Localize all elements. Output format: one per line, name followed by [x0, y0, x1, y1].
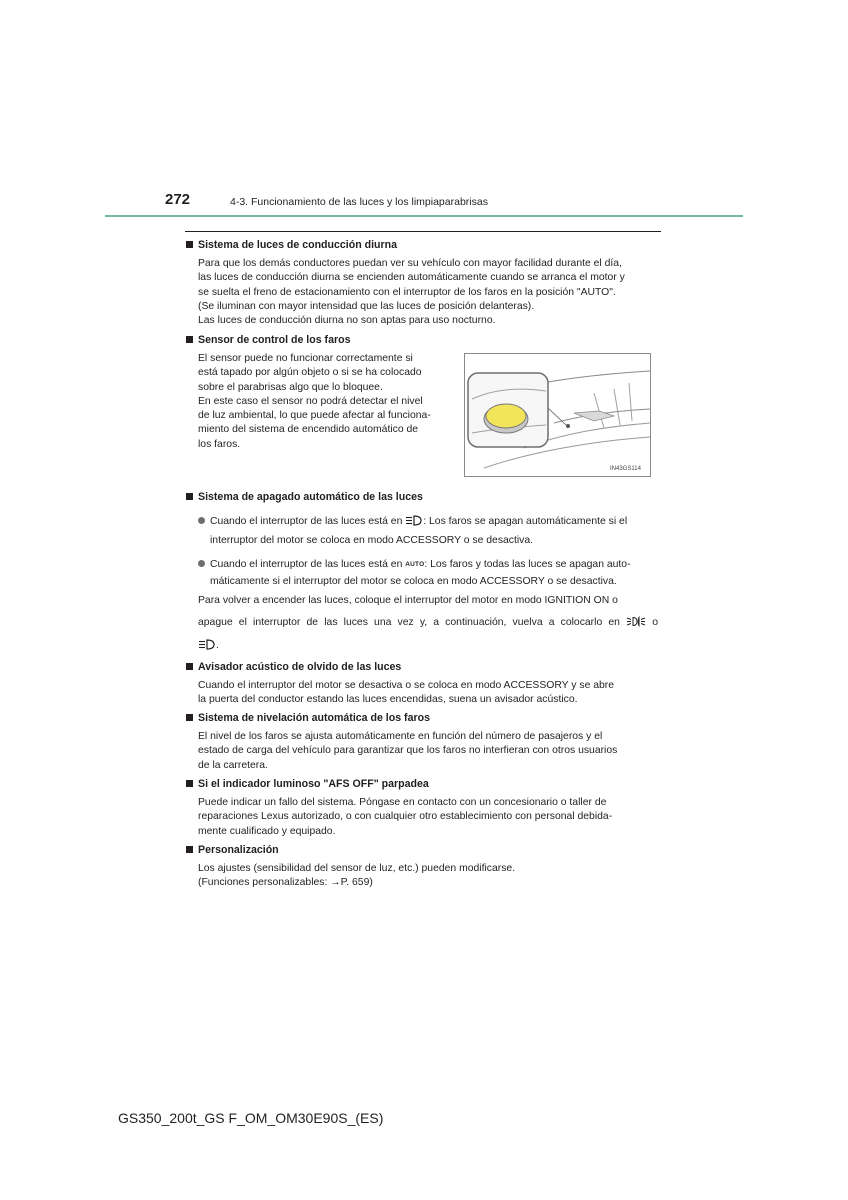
sensor-illustration — [464, 353, 651, 477]
auto-off-paragraph: Para volver a encender las luces, coloque el interruptor del motor en modo IGNITION ON o apague el interruptor de las luces una vez y, a continuación, vuelva a colocarlo en o . — [198, 593, 664, 657]
square-bullet-icon — [186, 493, 193, 500]
square-bullet-icon — [186, 714, 193, 721]
square-bullet-icon — [186, 663, 193, 670]
auto-off-bullet-1: Cuando el interruptor de las luces está en : Los faros se apagan automáticamente si el interruptor del motor se coloca en modo ACCESSORY o se desactiva. — [198, 514, 664, 549]
heading-auto-off: Sistema de apagado automático de las luces — [186, 491, 423, 503]
leveling-text: El nivel de los faros se ajusta automáticamente en función del número de pasajeros y el estado de carga del vehículo para garantizar que los faros no interfieran con otros usuarios de la carretera. — [198, 731, 618, 771]
header-divider — [105, 215, 743, 217]
square-bullet-icon — [186, 241, 193, 248]
page-number: 272 — [165, 191, 191, 208]
document-footer-code: GS350_200t_GS F_OM_OM30E90S_(ES) — [118, 1110, 384, 1126]
figure-code: IN43GS114 — [610, 466, 641, 472]
square-bullet-icon — [186, 780, 193, 787]
heading-headlight-sensor: Sensor de control de los faros — [186, 334, 350, 346]
section-header-title: 4-3. Funcionamiento de las luces y los limpiaparabrisas — [230, 196, 488, 208]
square-bullet-icon — [186, 336, 193, 343]
auto-position-label: AUTO — [405, 561, 425, 568]
daytime-lights-text: Para que los demás conductores puedan ver su vehículo con mayor facilidad durante el día, las luces de conducción diurna se encienden automáticamente cuando se arranca el motor y se suelta el freno de estacionamiento con el interruptor de los faros en la posición "AUTO". (Se iluminan con mayor intensidad que las luces de posición delanteras). Las luces de conducción diurna no son aptas para uso nocturno. — [198, 258, 625, 327]
heading-afs-off: Si el indicador luminoso "AFS OFF" parpadea — [186, 778, 429, 790]
heading-customization: Personalización — [186, 844, 279, 856]
customization-text: Los ajustes (sensibilidad del sensor de luz, etc.) pueden modificarse. (Funciones personalizables: →P. 659) — [198, 863, 516, 889]
content-top-divider — [185, 231, 661, 232]
round-bullet-icon — [198, 560, 205, 567]
afs-text: Puede indicar un fallo del sistema. Póngase en contacto con un concesionario o taller de reparaciones Lexus autorizado, o con cualquier otro establecimiento con personal debida- mente cualificado y equipado. — [198, 797, 613, 837]
headlight-icon — [198, 639, 216, 657]
parking-light-icon — [626, 616, 646, 634]
headlight-icon — [405, 515, 423, 533]
sensor-text: El sensor puede no funcionar correctamente si está tapado por algún objeto o si se ha colocado sobre el parabrisas algo que lo bloquee. En este caso el sensor no podrá detectar el nivel de luz ambiental, lo que puede afectar al funciona- miento del sistema de encendido automático de los faros. — [198, 353, 431, 450]
heading-light-reminder-buzzer: Avisador acústico de olvido de las luces — [186, 661, 401, 673]
heading-daytime-lights: Sistema de luces de conducción diurna — [186, 239, 397, 251]
heading-auto-leveling: Sistema de nivelación automática de los faros — [186, 712, 430, 724]
buzzer-text: Cuando el interruptor del motor se desactiva o se coloca en modo ACCESSORY y se abre la puerta del conductor estando las luces encendidas, suena un avisador acústico. — [198, 680, 615, 706]
square-bullet-icon — [186, 846, 193, 853]
round-bullet-icon — [198, 517, 205, 524]
auto-off-bullet-2: Cuando el interruptor de las luces está en AUTO: Los faros y todas las luces se apagan auto- máticamente si el interruptor del motor se coloca en modo ACCESSORY o se desactiva. — [198, 557, 664, 590]
